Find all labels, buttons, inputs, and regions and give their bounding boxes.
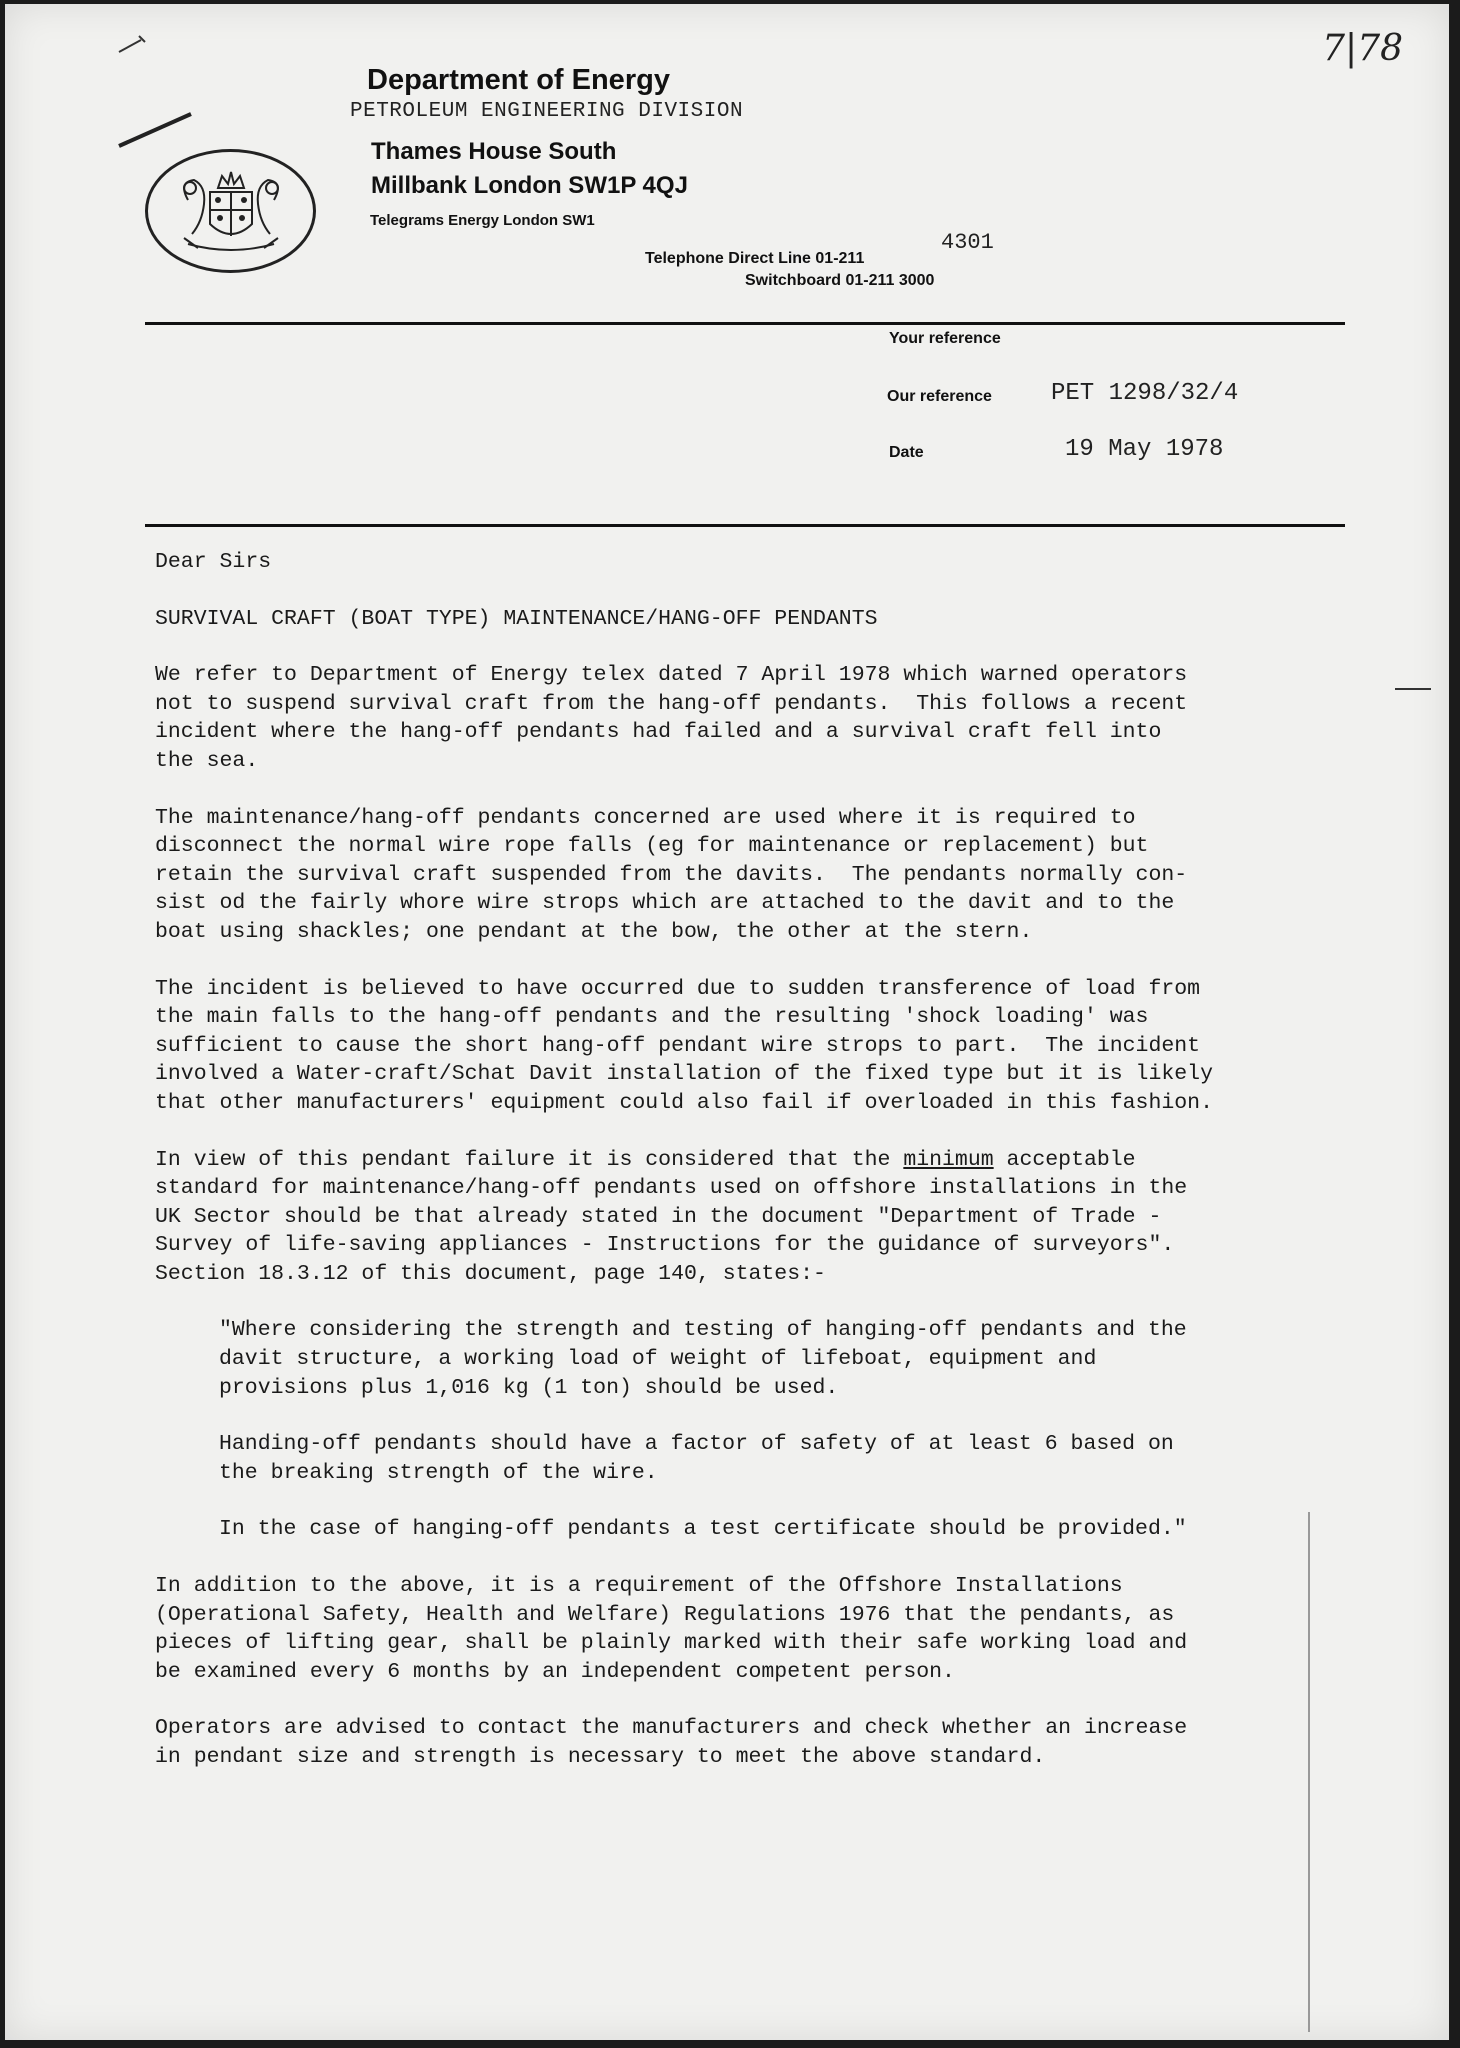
header-rule-bottom <box>145 524 1345 527</box>
direct-line-extension: 4301 <box>941 230 994 255</box>
quote-1: "Where considering the strength and testing of hanging-off pendants and the davit structure, a working load of weight of lifeboat, equipment and provisions plus 1,016 kg (1 ton) should be used. <box>219 1318 1187 1400</box>
date-label: Date <box>889 444 924 461</box>
folio-number: 7|78 <box>1322 28 1403 69</box>
switchboard-line: Switchboard 01-211 3000 <box>745 272 935 289</box>
margin-dash <box>1395 688 1431 690</box>
paragraph-4-start: In view of this pendant failure it is considered that the <box>155 1147 904 1172</box>
margin-line <box>1308 1512 1310 2032</box>
letter-body <box>155 548 1355 1800</box>
subject-line: SURVIVAL CRAFT (BOAT TYPE) MAINTENANCE/HANG-OFF PENDANTS <box>155 606 878 631</box>
department-name: Department of Energy <box>367 64 670 96</box>
salutation: Dear Sirs <box>155 550 272 574</box>
quote-3: In the case of hanging-off pendants a test certificate should be provided." <box>219 1517 1187 1542</box>
paragraph-3: The incident is believed to have occurred due to sudden transference of load from the main falls to the hang-off pendants and the resulting 'shock loading' was sufficient to cause the short hang-off pendant wire strops to part. The incident involved a Water-craft/Schat Davit installation of the fixed type but it is likely that other manufacturers' equipment could also fail if overloaded in this fashion. <box>155 976 1213 1115</box>
paragraph-4 <box>155 1146 1355 1289</box>
paragraph-2: The maintenance/hang-off pendants concerned are used where it is required to disconnect the normal wire rope falls (eg for maintenance or replacement) but retain the survival craft suspended from the davits. The pendants normally con- sist od the fairly whore wire strops which are attached to the davit and to the boat using shackles; one pendant at the bow, the other at the stern. <box>155 805 1188 944</box>
direct-line-label: Telephone Direct Line 01-211 <box>645 250 865 267</box>
our-reference-value: PET 1298/32/4 <box>1051 380 1239 407</box>
address-line-1: Thames House South <box>371 138 617 165</box>
telegrams-line: Telegrams Energy London SW1 <box>370 212 595 229</box>
our-reference-label: Our reference <box>887 388 992 405</box>
your-reference-label: Your reference <box>889 330 1001 347</box>
paragraph-4-rest: acceptable standard for maintenance/hang-off pendants used on offshore installations in the UK Sector should be that already stated in the document "Department of Trade - Survey of life-saving appliances - Instructions for the guidance of surveyors". Section 18.3.12 of this document, page 140, states:- <box>155 1147 1188 1286</box>
royal-coat-of-arms-icon <box>145 149 316 273</box>
address-line-2: Millbank London SW1P 4QJ <box>371 172 688 199</box>
paragraph-5: In addition to the above, it is a requirement of the Offshore Installations (Operational Safety, Health and Welfare) Regulations 1976 that the pendants, as pieces of lifting gear, shall be plainly marked with their safe working load and be examined every 6 months by an independent competent person. <box>155 1574 1188 1684</box>
division-name: PETROLEUM ENGINEERING DIVISION <box>350 100 744 123</box>
underlined-minimum: minimum <box>903 1147 994 1172</box>
letter-page <box>5 4 1449 2040</box>
paragraph-6: Operators are advised to contact the manufacturers and check whether an increase in pendant size and strength is necessary to meet the above standard. <box>155 1716 1188 1769</box>
pen-mark <box>113 104 203 154</box>
quote-2: Handing-off pendants should have a factor of safety of at least 6 based on the breaking strength of the wire. <box>219 1432 1174 1485</box>
header-rule-top <box>145 322 1345 325</box>
corner-mark <box>115 30 155 60</box>
paragraph-1: We refer to Department of Energy telex dated 7 April 1978 which warned operators not to suspend survival craft from the hang-off pendants. This follows a recent incident where the hang-off pendants had failed and a survival craft fell into the sea. <box>155 663 1188 773</box>
date-value: 19 May 1978 <box>1065 436 1224 463</box>
